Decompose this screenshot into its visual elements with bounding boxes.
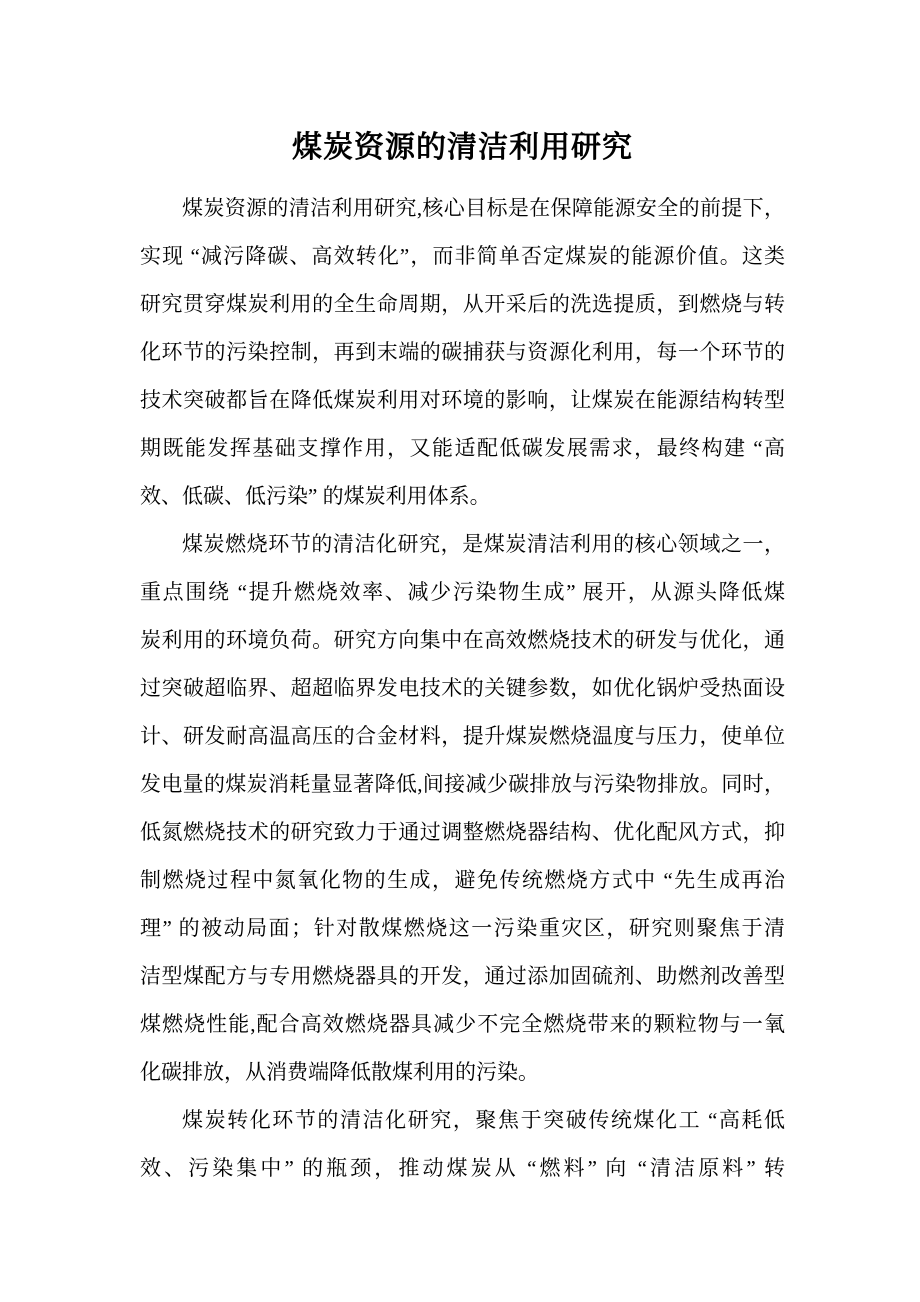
text-line: 化环节的污染控制，再到末端的碳捕获与资源化利用，每一个环节的 [140,340,785,364]
text-line: 煤炭转化环节的清洁化研究，聚焦于突破传统煤化工 “高耗低 [182,1108,785,1132]
text-line: 过突破超临界、超超临界发电技术的关键参数，如优化锅炉受热面设 [140,676,785,700]
text-line: 效、污染集中” 的瓶颈，推动煤炭从 “燃料” 向 “清洁原料” 转 [140,1156,785,1180]
text-line: 洁型煤配方与专用燃烧器具的开发，通过添加固硫剂、助燃剂改善型 [140,964,785,988]
text-line: 煤燃烧性能,配合高效燃烧器具减少不完全燃烧带来的颗粒物与一氧 [140,1012,785,1036]
text-line: 计、研发耐高温高压的合金材料，提升煤炭燃烧温度与压力，使单位 [140,724,785,748]
text-line: 发电量的煤炭消耗量显著降低,间接减少碳排放与污染物排放。同时， [140,772,785,796]
text-line: 低氮燃烧技术的研究致力于通过调整燃烧器结构、优化配风方式，抑 [140,820,785,844]
text-line: 实现 “减污降碳、高效转化”，而非简单否定煤炭的能源价值。这类 [140,244,785,268]
text-line: 重点围绕 “提升燃烧效率、减少污染物生成” 展开，从源头降低煤 [140,580,785,604]
text-line: 炭利用的环境负荷。研究方向集中在高效燃烧技术的研发与优化，通 [140,628,785,652]
text-line: 效、低碳、低污染” 的煤炭利用体系。 [140,484,491,508]
document-title: 煤炭资源的清洁利用研究 [292,131,633,164]
text-line: 研究贯穿煤炭利用的全生命周期，从开采后的洗选提质，到燃烧与转 [140,292,785,316]
text-line: 技术突破都旨在降低煤炭利用对环境的影响，让煤炭在能源结构转型 [140,388,785,412]
text-line: 期既能发挥基础支撑作用，又能适配低碳发展需求，最终构建 “高 [140,436,785,460]
document-body [140,184,785,1192]
text-line: 制燃烧过程中氮氧化物的生成，避免传统燃烧方式中 “先生成再治 [140,868,785,892]
text-line: 化碳排放，从消费端降低散煤利用的污染。 [140,1060,539,1084]
text-line: 煤炭资源的清洁利用研究,核心目标是在保障能源安全的前提下， [182,196,785,220]
text-line: 煤炭燃烧环节的清洁化研究，是煤炭清洁利用的核心领域之一， [182,532,785,556]
text-line: 理” 的被动局面；针对散煤燃烧这一污染重灾区，研究则聚焦于清 [140,916,785,940]
